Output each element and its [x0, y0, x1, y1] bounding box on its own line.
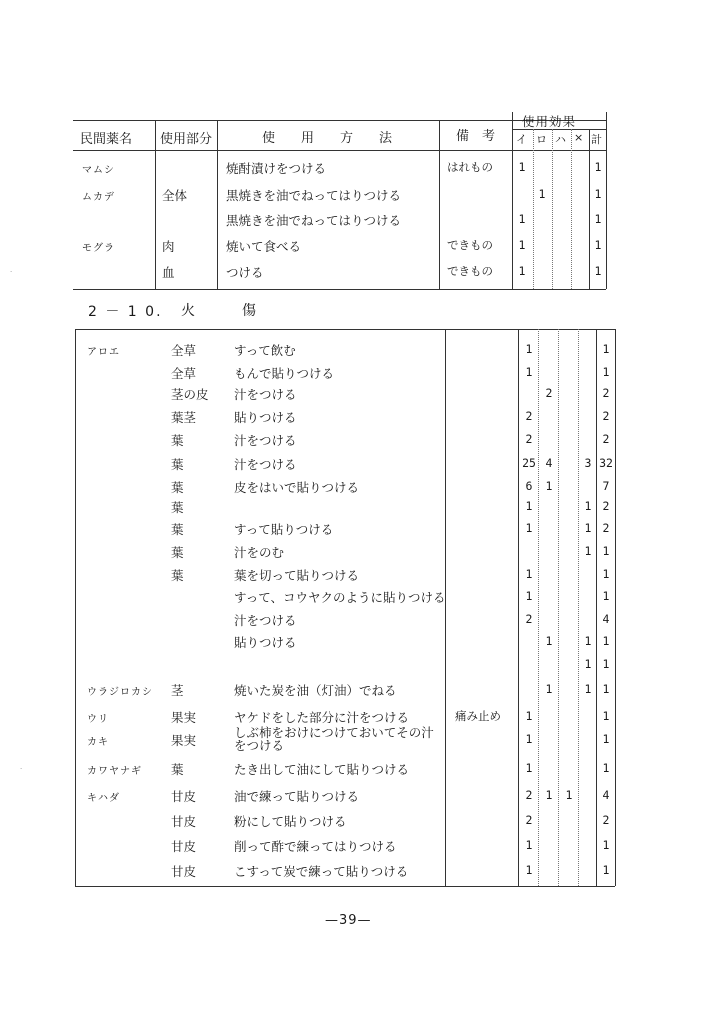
part-used: 葉 [171, 545, 184, 560]
usage-method: 黒焼きを油でねってはりつける [226, 188, 402, 203]
effect-i-value: 2 [525, 813, 533, 827]
usage-method: もんで貼りつける [234, 366, 335, 381]
remedy-name: アロエ [87, 347, 120, 358]
effect-ro-value: 4 [545, 456, 553, 470]
table2-bottom-rule [75, 886, 615, 887]
table1-header-rule [73, 150, 606, 151]
part-used: 全体 [162, 188, 188, 203]
effect-i-value: 6 [525, 479, 533, 493]
part-used: 葉 [171, 568, 184, 583]
effect-i-value: 1 [525, 761, 533, 775]
effect-total-value: 4 [602, 788, 610, 802]
part-used: 葉 [171, 457, 184, 472]
part-used: 葉 [171, 480, 184, 495]
table2-col-divider [518, 329, 519, 886]
effect-total-value: 1 [602, 365, 610, 379]
effect-ro-value: 1 [545, 479, 553, 493]
effect-total-value: 1 [594, 160, 602, 174]
effect-x-value: 3 [584, 456, 592, 470]
effect-total-value: 1 [602, 342, 610, 356]
usage-method: 焼酎漬けをつける [226, 161, 327, 176]
effect-ro-value: 1 [545, 634, 553, 648]
effect-total-value: 1 [602, 544, 610, 558]
effect-i-value: 1 [525, 709, 533, 723]
effect-i-value: 1 [525, 567, 533, 581]
usage-method: 焼いた炭を油（灯油）でねる [234, 683, 397, 698]
usage-method: 皮をはいで貼りつける [234, 480, 360, 495]
header-effect-ro: ロ [536, 133, 547, 146]
part-used: 茎の皮 [171, 387, 209, 402]
effect-i-value: 1 [525, 342, 533, 356]
effect-ro-value: 2 [545, 386, 553, 400]
effect-total-value: 1 [594, 187, 602, 201]
usage-method: すって貼りつける [234, 522, 334, 537]
table1-dotted-divider [552, 129, 553, 289]
header-effect-total: 計 [591, 133, 602, 146]
part-used: 甘皮 [171, 864, 197, 879]
table1-col-divider [217, 120, 218, 289]
remedy-name: カワヤナギ [87, 766, 142, 777]
part-used: 葉 [171, 762, 184, 777]
table1-bottom-rule [73, 289, 606, 290]
scan-speck: · [20, 765, 23, 773]
part-used: 全草 [171, 343, 197, 358]
usage-method: ヤケドをした部分に汁をつける [234, 710, 410, 725]
usage-method: つける [226, 265, 264, 280]
header-method: 使 用 方 法 [262, 131, 393, 146]
effect-total-value: 4 [602, 612, 610, 626]
effect-i-value: 1 [525, 589, 533, 603]
usage-method: 油で練って貼りつける [234, 789, 360, 804]
effect-total-value: 1 [602, 567, 610, 581]
effect-total-value: 1 [602, 838, 610, 852]
usage-method: 汁をつける [234, 613, 297, 628]
table2-col-divider [596, 329, 597, 886]
table2-dotted-divider [558, 329, 559, 886]
table1-col-divider [439, 120, 440, 289]
table2-col-divider [445, 329, 446, 886]
remark: はれもの [447, 160, 493, 174]
part-used: 甘皮 [171, 814, 197, 829]
effect-total-value: 1 [602, 761, 610, 775]
table2-col-divider [615, 329, 616, 886]
effect-x-value: 1 [584, 521, 592, 535]
header-effect-ha: ハ [555, 133, 566, 146]
effect-total-value: 7 [602, 479, 610, 493]
header-effect-title: 使用効果 [522, 114, 577, 129]
table2-col-divider [75, 329, 76, 886]
effect-i-value: 2 [525, 409, 533, 423]
remedy-name: ウリ [87, 714, 109, 725]
remark: 痛み止め [455, 709, 501, 723]
effect-x-value: 1 [584, 657, 592, 671]
table2-top-rule [75, 329, 615, 330]
part-used: 甘皮 [171, 789, 197, 804]
table2-dotted-divider [538, 329, 539, 886]
remark: できもの [447, 238, 493, 252]
effect-total-value: 2 [602, 521, 610, 535]
effect-i-value: 2 [525, 432, 533, 446]
usage-method: 貼りつける [234, 635, 297, 650]
header-notes: 備 考 [456, 129, 496, 144]
part-used: 甘皮 [171, 839, 197, 854]
header-effect-x: × [574, 131, 584, 144]
effect-total-value: 1 [602, 657, 610, 671]
usage-method: すって飲む [234, 343, 296, 358]
effect-ro-value: 1 [545, 682, 553, 696]
usage-method: 汁をつける [234, 387, 297, 402]
section-title-a: 火 [181, 303, 195, 319]
effect-i-value: 1 [525, 521, 533, 535]
effect-total-value: 2 [602, 409, 610, 423]
part-used: 全草 [171, 366, 197, 381]
usage-method: 粉にして貼りつける [234, 814, 347, 829]
effect-total-value: 32 [599, 456, 613, 470]
usage-method: 削って酢で練ってはりつける [234, 839, 397, 854]
table1-col-divider [606, 112, 607, 289]
effect-total-value: 1 [602, 709, 610, 723]
effect-x-value: 1 [584, 634, 592, 648]
usage-method: 黒焼きを油でねってはりつける [226, 213, 402, 228]
effect-i-value: 2 [525, 788, 533, 802]
table1-col-divider [155, 120, 156, 289]
effect-i-value: 2 [525, 612, 533, 626]
effect-i-value: 25 [522, 456, 536, 470]
effect-total-value: 1 [602, 682, 610, 696]
effect-i-value: 1 [518, 212, 526, 226]
effect-ha-value: 1 [565, 788, 573, 802]
header-part: 使用部分 [160, 132, 213, 147]
effect-total-value: 1 [602, 589, 610, 603]
effect-x-value: 1 [584, 682, 592, 696]
section-number: 2 － 1 0. [88, 304, 163, 320]
effect-total-value: 1 [602, 634, 610, 648]
page-number: —39— [325, 913, 372, 928]
effect-total-value: 2 [602, 386, 610, 400]
effect-total-value: 1 [602, 732, 610, 746]
usage-method: こすって炭で練って貼りつける [234, 864, 409, 879]
usage-method: 葉を切って貼りつける [234, 568, 360, 583]
effect-i-value: 1 [525, 838, 533, 852]
effect-total-value: 1 [602, 863, 610, 877]
effect-ro-value: 1 [545, 788, 553, 802]
part-used: 葉 [171, 433, 184, 448]
effect-i-value: 1 [525, 863, 533, 877]
part-used: 果実 [171, 733, 197, 748]
remedy-name: ムカデ [82, 192, 115, 203]
part-used: 葉 [171, 500, 184, 515]
effect-i-value: 1 [525, 732, 533, 746]
remedy-name: ウラジロカシ [87, 687, 153, 698]
usage-method: 汁をのむ [234, 545, 285, 560]
effect-i-value: 1 [525, 499, 533, 513]
remedy-name: キハダ [87, 793, 120, 804]
part-used: 肉 [162, 239, 175, 254]
remark: できもの [447, 264, 493, 278]
usage-method: たき出して油にして貼りつける [234, 762, 410, 777]
remedy-name: カキ [87, 737, 109, 748]
part-used: 葉 [171, 522, 184, 537]
usage-method: 貼りつける [234, 410, 297, 425]
table1-dotted-divider [571, 129, 572, 289]
table1-col-divider [512, 112, 513, 289]
usage-method: すって、コウヤクのように貼りつける [234, 590, 446, 605]
effect-total-value: 1 [594, 264, 602, 278]
effect-x-value: 1 [584, 544, 592, 558]
part-used: 茎 [171, 683, 184, 698]
part-used: 果実 [171, 710, 197, 725]
usage-method: 汁をつける [234, 433, 297, 448]
remedy-name: モグラ [82, 243, 115, 254]
usage-method: 汁をつける [234, 457, 297, 472]
usage-method: しぶ柿をおけにつけておいてその汁をつける [234, 725, 434, 753]
section-title-b: 傷 [242, 303, 256, 319]
effect-total-value: 2 [602, 499, 610, 513]
effect-i-value: 1 [525, 365, 533, 379]
scan-speck: · [10, 268, 13, 276]
part-used: 葉茎 [171, 410, 197, 425]
table1-dotted-divider [533, 129, 534, 289]
effect-total-value: 2 [602, 432, 610, 446]
remedy-name: マムシ [82, 165, 115, 176]
effect-x-value: 1 [584, 499, 592, 513]
header-effect-i: イ [516, 133, 527, 146]
header-remedy: 民間薬名 [80, 132, 133, 147]
part-used: 血 [162, 265, 175, 280]
effect-total-value: 1 [594, 212, 602, 226]
usage-method: 焼いて食べる [226, 239, 302, 254]
effect-i-value: 1 [518, 238, 526, 252]
effect-i-value: 1 [518, 264, 526, 278]
effect-total-value: 2 [602, 813, 610, 827]
table2-dotted-divider [578, 329, 579, 886]
effect-ro-value: 1 [538, 187, 546, 201]
effect-i-value: 1 [518, 160, 526, 174]
effect-total-value: 1 [594, 238, 602, 252]
